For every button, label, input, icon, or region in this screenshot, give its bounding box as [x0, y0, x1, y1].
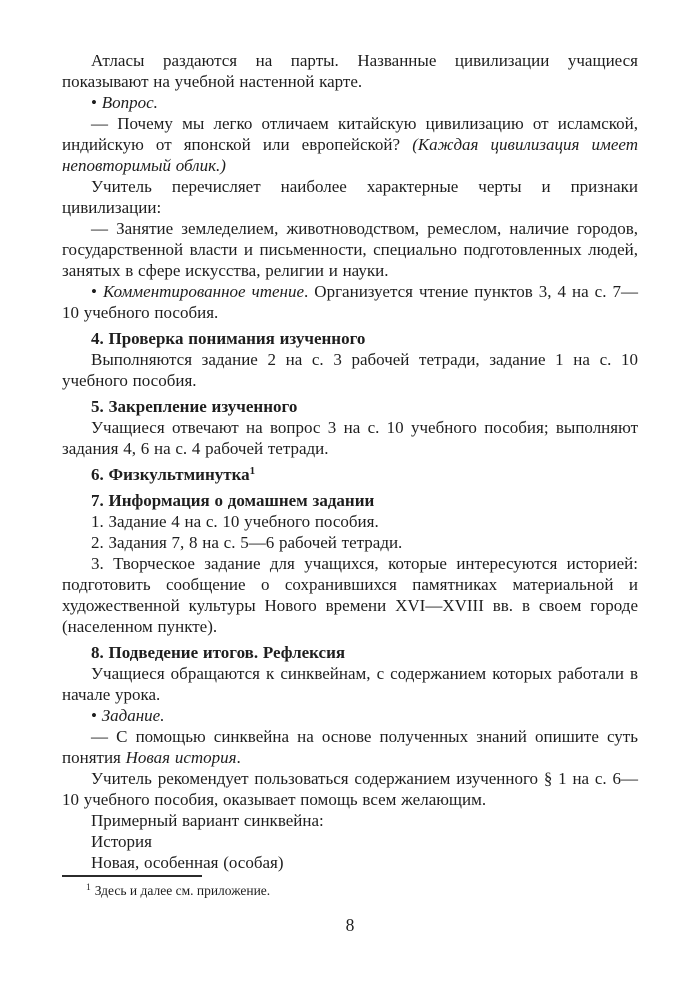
bullet-marker: •	[91, 282, 103, 301]
paragraph	[62, 218, 638, 281]
paragraph	[62, 553, 638, 637]
footnote	[62, 882, 582, 899]
text-run: (Каждая цивилизация имеет неповторимый облик.)	[62, 135, 638, 175]
text-run: .	[236, 748, 241, 767]
paragraph	[62, 50, 638, 92]
text-run: Комментированное чтение	[102, 282, 305, 301]
text-run: Примерный вариант синквейна:	[91, 811, 324, 830]
text-run: 6. Физкультминутка	[91, 465, 250, 484]
paragraph	[62, 810, 638, 831]
paragraph	[62, 176, 638, 218]
paragraph	[62, 768, 638, 810]
bullet-paragraph	[62, 281, 638, 323]
paragraph	[62, 532, 638, 553]
text-run: История	[91, 832, 152, 851]
text-run: Учитель рекомендует пользоваться содержанием изученного § 1 на с. 6—10 учебного пособия, оказывает помощь всем желающим.	[62, 769, 638, 809]
text-run: Выполняются задание 2 на с. 3 рабочей тетради, задание 1 на с. 10 учебного пособия.	[62, 350, 638, 390]
paragraph	[62, 113, 638, 176]
section-heading	[62, 396, 638, 417]
paragraph	[62, 349, 638, 391]
bullet-paragraph	[62, 92, 638, 113]
footnote-divider	[62, 875, 202, 877]
paragraph	[62, 511, 638, 532]
text-run: Задание.	[101, 706, 165, 725]
footnote-text: Здесь и далее см. приложение.	[94, 883, 271, 898]
paragraph	[62, 831, 638, 852]
footnote-marker: 1	[86, 883, 91, 893]
bullet-marker: •	[91, 706, 102, 725]
section-heading	[62, 328, 638, 349]
text-run: 5. Закрепление изученного	[91, 397, 298, 416]
text-run: 1. Задание 4 на с. 10 учебного пособия.	[91, 512, 379, 531]
bullet-paragraph	[62, 705, 638, 726]
bullet-marker: •	[91, 93, 102, 112]
text-run: — Почему мы легко отличаем китайскую цивилизацию от исламской, индийскую от японской или европейской?	[62, 114, 638, 154]
text-run: . Организуется чтение пунктов 3, 4 на с. 7—10 учебного пособия.	[62, 282, 638, 322]
text-run: Учитель перечисляет наиболее характерные черты и признаки цивилизации:	[62, 177, 638, 217]
footnote-reference: 1	[249, 465, 256, 477]
text-run: 7. Информация о домашнем задании	[91, 491, 375, 510]
page-number: 8	[345, 915, 355, 935]
text-run: 4. Проверка понимания изученного	[91, 329, 366, 348]
text-run: — Занятие земледелием, животноводством, ремеслом, наличие городов, государственной власти и письменности, специально подготовленных людей, занятых в сфере искусства, религии и науки.	[62, 219, 638, 280]
paragraph	[62, 417, 638, 459]
section-heading	[62, 642, 638, 663]
paragraph	[62, 663, 638, 705]
section-heading	[62, 490, 638, 511]
paragraph	[62, 726, 638, 768]
text-run: 2. Задания 7, 8 на с. 5—6 рабочей тетради.	[91, 533, 403, 552]
text-run: — С помощью синквейна на основе полученных знаний опишите суть понятия	[62, 727, 638, 767]
paragraph	[62, 852, 638, 873]
text-run: Новая история	[125, 748, 237, 767]
text-run: 8. Подведение итогов. Рефлексия	[91, 643, 346, 662]
section-heading	[62, 464, 638, 485]
text-run: Атласы раздаются на парты. Названные цивилизации учащиеся показывают на учебной настенной карте.	[62, 51, 638, 91]
text-run: Новая, особенная (особая)	[91, 853, 284, 872]
text-run: 3. Творческое задание для учащихся, которые интересуются историей: подготовить сообщение о сохранившихся памятниках материальной и художественной культуры Нового времени XVI—XVIII вв. в своем городе (населенном пункте).	[62, 554, 638, 636]
text-run: Вопрос.	[101, 93, 158, 112]
text-run: Учащиеся обращаются к синквейнам, с содержанием которых работали в начале урока.	[62, 664, 638, 704]
text-run: Учащиеся отвечают на вопрос 3 на с. 10 учебного пособия; выполняют задания 4, 6 на с. 4 рабочей тетради.	[62, 418, 638, 458]
